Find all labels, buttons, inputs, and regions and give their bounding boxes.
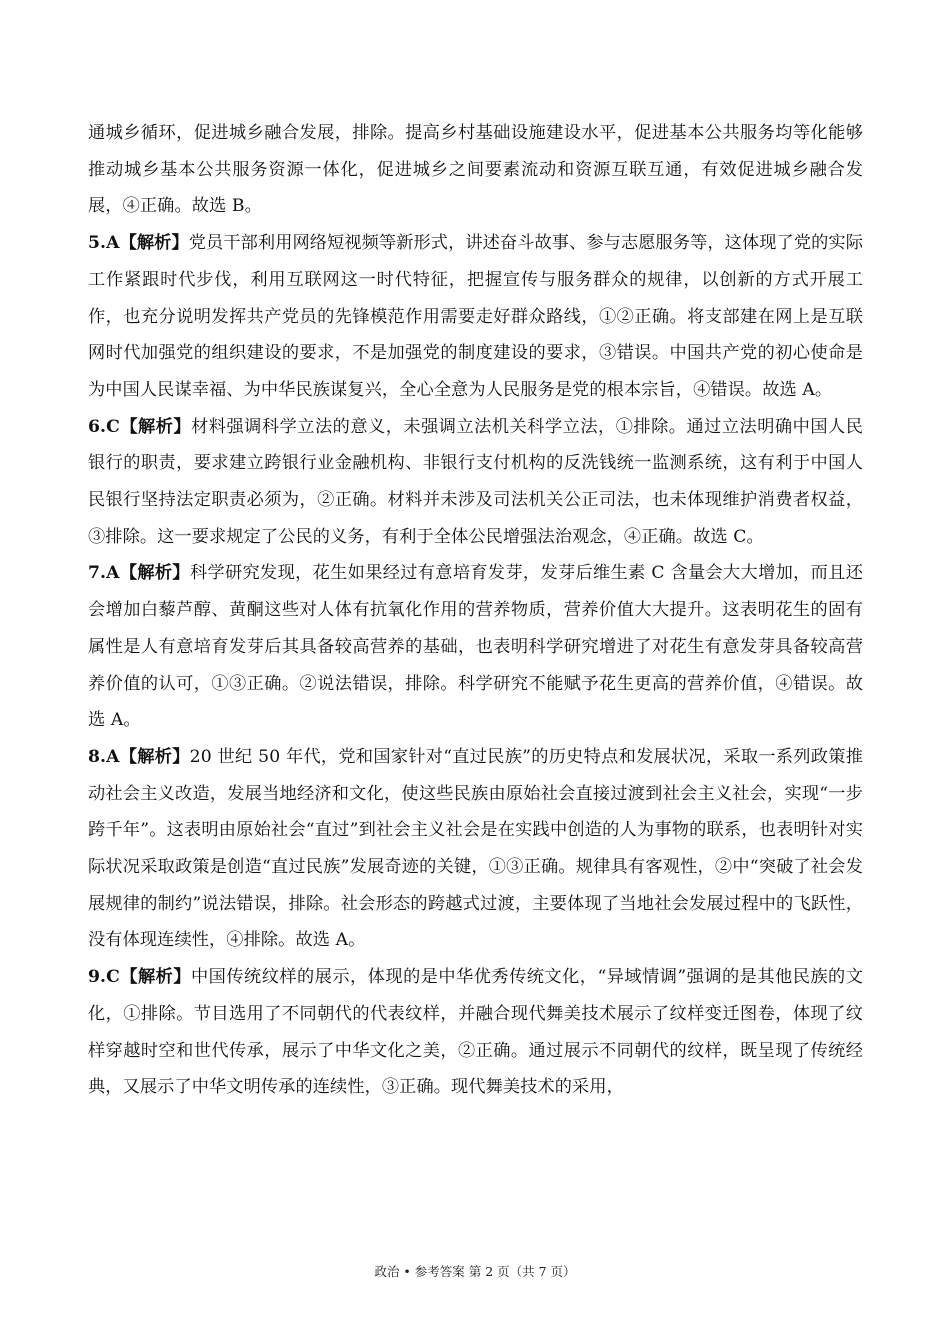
analysis-tag: 【解析】 — [119, 416, 192, 437]
paragraph-text: 中国传统纹样的展示，体现的是中华优秀传统文化，“异域情调”强调的是其他民族的文化，①排除。节目选用了不同朝代的代表纹样，并融合现代舞美技术展示了纹样变迁图卷，体现了纹样穿越时空和世代传承，展示了中华文化之美，②正确。通过展示不同朝代的纹样，既呈现了传统经典，又展示了中华文明传承的连续性，③正确。现代舞美技术的采用， — [88, 967, 863, 1098]
answer-item-5 — [88, 225, 863, 409]
question-number: 8.A — [88, 746, 120, 767]
analysis-tag: 【解析】 — [119, 967, 192, 988]
paragraph-text: 党员干部利用网络短视频等新形式，讲述奋斗故事、参与志愿服务等，这体现了党的实际工作紧跟时代步伐，利用互联网这一时代特征，把握宣传与服务群众的规律，以创新的方式开展工作，也充分说明发挥共产党员的先锋模范作用需要走好群众路线，①②正确。将支部建在网上是互联网时代加强党的组织建设的要求，不是加强党的制度建设的要求，③错误。中国共产党的初心使命是为中国人民谋幸福、为中华民族谋复兴，全心全意为人民服务是党的根本宗旨，④错误。故选 A。 — [88, 233, 863, 400]
analysis-tag: 【解析】 — [119, 746, 190, 767]
question-number: 7.A — [88, 563, 120, 584]
answer-item-8 — [88, 739, 863, 959]
analysis-tag: 【解析】 — [119, 233, 189, 254]
answer-item-9 — [88, 959, 863, 1106]
paragraph-text: 材料强调科学立法的意义，未强调立法机关科学立法，①排除。通过立法明确中国人民银行的职责，要求建立跨银行业金融机构、非银行支付机构的反洗钱统一监测系统，这有利于中国人民银行坚持法定职责必须为，②正确。材料并未涉及司法机关公正司法，也未体现维护消费者权益，③排除。这一要求规定了公民的义务，有利于全体公民增强法治观念，④正确。故选 C。 — [88, 416, 863, 547]
question-number: 6.C — [88, 416, 120, 437]
paragraph-continuation — [88, 115, 863, 225]
answer-item-7 — [88, 555, 863, 739]
page-footer: 政治 • 参考答案 第 2 页（共 7 页） — [374, 1264, 576, 1279]
paragraph-text: 科学研究发现，花生如果经过有意培育发芽，发芽后维生素 C 含量会大大增加，而且还会增加白藜芦醇、黄酮这些对人体有抗氧化作用的营养物质，营养价值大大提升。这表明花生的固有属性是人有意培育发芽后其具备较高营养的基础，也表明科学研究增进了对花生有意发芽具备较高营养价值的认可，①③正确。②说法错误，排除。科学研究不能赋予花生更高的营养价值，④错误。故选 A。 — [88, 563, 863, 731]
question-number: 5.A — [88, 233, 120, 254]
analysis-tag: 【解析】 — [119, 563, 190, 584]
paragraph-text: 通城乡循环，促进城乡融合发展，排除。提高乡村基础设施建设水平，促进基本公共服务均等化能够推动城乡基本公共服务资源一体化，促进城乡之间要素流动和资源互联互通，有效促进城乡融合发展，④正确。故选 B。 — [88, 123, 863, 217]
question-number: 9.C — [88, 967, 120, 988]
answer-item-6 — [88, 409, 863, 556]
answer-content — [88, 115, 863, 1106]
paragraph-text: 20 世纪 50 年代，党和国家针对“直过民族”的历史特点和发展状况，采取一系列政策推动社会主义改造，发展当地经济和文化，使这些民族由原始社会直接过渡到社会主义社会，实现“一步跨千年”。这表明由原始社会“直过”到社会主义社会是在实践中创造的人为事物的联系，也表明针对实际状况采取政策是创造“直过民族”发展奇迹的关键，①③正确。规律具有客观性，②中“突破了社会发展规律的制约”说法错误，排除。社会形态的跨越式过渡，主要体现了当地社会发展过程中的飞跃性，没有体现连续性，④排除。故选 A。 — [88, 746, 863, 951]
